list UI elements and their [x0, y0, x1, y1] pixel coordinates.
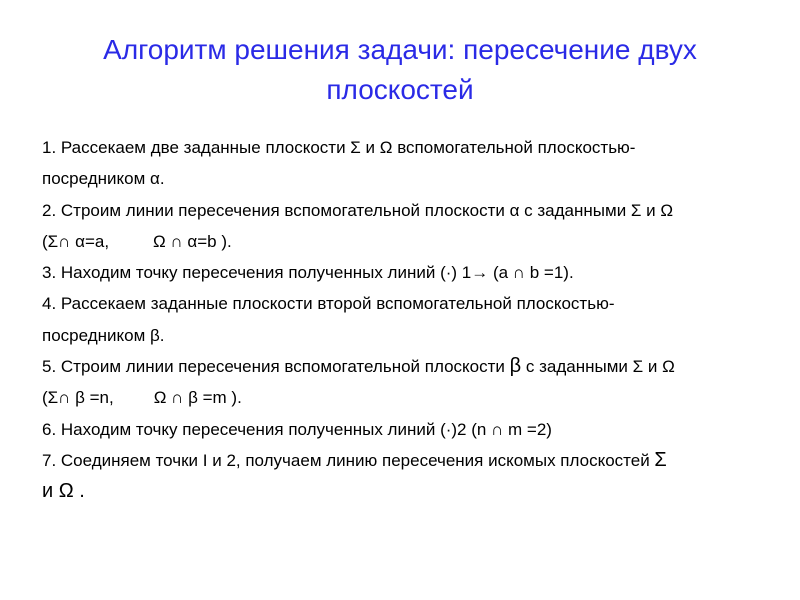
step-5-formula-m: Ω ∩ β =m ).	[153, 388, 242, 408]
step-3	[42, 257, 792, 288]
step-4-line-2: посредником β.	[42, 325, 165, 345]
step-7-sigma: Σ	[654, 448, 667, 471]
slide-title	[30, 30, 770, 110]
step-6-line-1: 6. Находим точку пересечения полученных линий (·)2 (n ∩ m =2)	[42, 419, 552, 439]
step-7	[42, 445, 792, 508]
step-1-line-1: 1. Рассекаем две заданные плоскости Σ и Ω вспомогательной плоскостью-	[42, 138, 636, 157]
step-2	[42, 195, 792, 258]
step-6	[42, 414, 792, 445]
step-3-line-1: 3. Находим точку пересечения полученных линий (·) 1→ (a ∩ b =1).	[42, 263, 574, 283]
step-1	[42, 132, 792, 195]
step-5	[42, 351, 792, 414]
algorithm-steps	[42, 132, 792, 508]
slide-title-line-2: плоскостей	[326, 74, 474, 105]
slide-title-line-1: Алгоритм решения задачи: пересечение двух	[103, 34, 697, 65]
step-5-text-post: с заданными Σ и Ω	[521, 357, 675, 377]
step-7-and: и	[42, 480, 59, 503]
step-1-line-2: посредником α.	[42, 169, 165, 189]
step-7-line-1	[42, 445, 792, 476]
step-7-omega: Ω	[58, 480, 74, 503]
step-2-formula-b: Ω ∩ α=b ).	[153, 231, 232, 251]
step-5-beta: β	[509, 355, 522, 378]
step-5-line-1	[42, 351, 792, 382]
step-2-formula-a: (Σ∩ α=a,	[42, 231, 110, 251]
step-2-line-1: 2. Строим линии пересечения вспомогательной плоскости α с заданными Σ и Ω	[42, 200, 674, 220]
step-5-formula-n: (Σ∩ β =n,	[42, 388, 114, 408]
step-5-text-pre: 5. Строим линии пересечения вспомогательной плоскости	[42, 357, 510, 377]
step-5-line-2	[42, 382, 792, 413]
step-7-period: .	[73, 480, 85, 503]
step-4	[42, 288, 792, 351]
step-7-text-pre: 7. Соединяем точки I и 2, получаем линию пересечения искомых плоскостей	[42, 450, 655, 470]
step-2-line-2	[42, 226, 792, 257]
step-4-line-1: 4. Рассекаем заданные плоскости второй вспомогательной плоскостью-	[42, 294, 615, 314]
step-7-line-2	[42, 476, 792, 507]
